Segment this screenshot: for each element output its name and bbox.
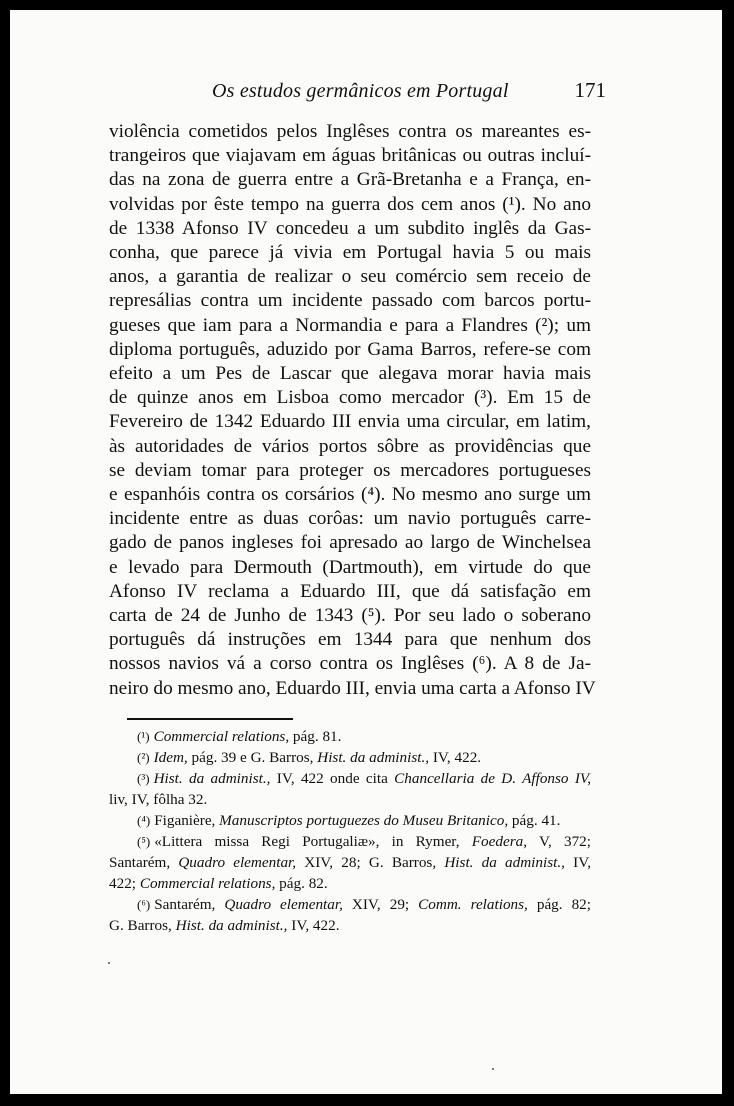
footnote-text: Commercial relations, (153, 728, 290, 745)
body-line: neiro do mesmo ano, Eduardo III, envia uma carta a Afonso IV (109, 677, 596, 699)
footnote-text: Foedera, (471, 833, 528, 850)
footnote-text: G. Barros, (109, 917, 176, 934)
body-line: represálias contra um incidente passado com barcos portu- (109, 290, 591, 312)
footnote-text: Hist. da administ., (175, 917, 288, 934)
body-line: e espanhóis contra os corsários (⁴). No mesmo ano surge um (109, 484, 591, 506)
footnote-text: Figanière, (154, 812, 220, 829)
footnote-text: Quadro elementar, (224, 896, 343, 913)
running-title: Os estudos germânicos em Portugal (212, 80, 509, 102)
footnote-line (109, 789, 591, 810)
paper-speck (108, 962, 110, 964)
footnote-text: IV, 422 onde cita (270, 770, 395, 787)
footnote-text: IV, 422. (429, 749, 482, 766)
body-line: conha, que parece já vivia em Portugal havia 5 ou mais (109, 242, 591, 264)
footnote-text: Chancellaria de D. Affonso IV, (394, 770, 592, 787)
body-line: de quinze anos em Lisboa como mercador (³). Em 15 de (109, 387, 591, 409)
footnote-text: Santarém, (109, 854, 179, 871)
footnote-line (109, 810, 591, 831)
footnote-text: pág. 82. (275, 875, 328, 892)
body-line: nossos navios vá a corso contra os Inglêses (⁶). A 8 de Ja- (109, 653, 591, 675)
body-line: gueses que iam para a Normandia e para a Flandres (²); um (109, 314, 591, 336)
body-line: efeito a um Pes de Lascar que alegava morar havia mais (109, 363, 591, 385)
footnote-text: 422; (109, 875, 140, 892)
footnote-text: Santarém, (154, 896, 225, 913)
body-line: volvidas por êste tempo na guerra dos cem anos (¹). No ano (109, 193, 591, 215)
footnote-text: Comm. relations, (418, 896, 528, 913)
body-line: Afonso IV reclama a Eduardo III, que dá satisfação em (109, 580, 591, 602)
body-line: diploma português, aduzido por Gama Barros, refere-se com (109, 338, 591, 360)
footnote-text: Hist. da administ., (153, 770, 271, 787)
footnote-text: Commercial relations, (139, 875, 276, 892)
body-line: e levado para Dermouth (Dartmouth), em virtude do que (109, 556, 591, 578)
body-line: Fevereiro de 1342 Eduardo III envia uma circular, em latim, (109, 411, 591, 433)
footnote-line (109, 894, 591, 915)
book-page (8, 8, 724, 1096)
body-line: às autoridades de vários portos sôbre as providências que (109, 435, 591, 457)
footnote-line (109, 768, 591, 789)
footnote-text: pág. 82; (527, 896, 591, 913)
footnote-line (109, 915, 591, 936)
footnote-text: Hist. da administ., (444, 854, 565, 871)
footnote-line (109, 831, 591, 852)
footnote-line (109, 852, 591, 873)
footnote-text: pág. 39 e G. Barros, (187, 749, 318, 766)
body-line: gado de panos ingleses foi apresado ao largo de Winchelsea (109, 532, 591, 554)
footnote-text: Hist. da administ., (317, 749, 430, 766)
footnote-number: (⁵) (137, 834, 151, 849)
footnote-number: (⁴) (137, 813, 151, 828)
footnote-line (109, 747, 591, 768)
page-header (106, 76, 606, 106)
body-line: carta de 24 de Junho de 1343 (⁵). Por seu lado o soberano (109, 605, 591, 627)
footnote-text: V, 372; (527, 833, 591, 850)
page-number: 171 (574, 78, 606, 102)
footnote-number: (²) (137, 750, 150, 765)
body-paragraph (109, 120, 596, 701)
footnote-number: (¹) (137, 729, 150, 744)
footnote-text: IV, 422. (287, 917, 340, 934)
body-line: violência cometidos pelos Inglêses contra os mareantes es- (109, 121, 591, 142)
footnote-text: pág. 81. (289, 728, 342, 745)
footnote-text: XIV, 29; (342, 896, 419, 913)
body-line: se deviam tomar para proteger os mercadores portugueses (109, 459, 591, 481)
body-line: de 1338 Afonso IV concedeu a um subdito inglês da Gas- (109, 217, 591, 239)
footnote-line (109, 726, 591, 747)
footnote-line (109, 873, 591, 894)
footnote-text: Quadro elementar, (178, 854, 297, 871)
footnote-text: pág. 41. (508, 812, 561, 829)
footnote-text: XIV, 28; G. Barros, (296, 854, 445, 871)
footnote-number: (³) (137, 771, 150, 786)
body-line: das na zona de guerra entre a Grã-Bretanha e a França, en- (109, 169, 591, 191)
footnote-text: Idem, (153, 749, 188, 766)
footnote-separator (127, 718, 293, 720)
footnote-number: (⁶) (137, 897, 151, 912)
footnote-text: Manuscriptos portuguezes do Museu Britanico, (219, 812, 509, 829)
footnote-text: «Littera missa Regi Portugaliæ», in Rymer, (154, 833, 472, 850)
paper-speck (492, 1068, 494, 1070)
body-line: incidente entre as duas corôas: um navio português carre- (109, 508, 591, 530)
footnotes (109, 726, 591, 936)
footnote-text: liv, IV, fôlha 32. (109, 791, 208, 808)
body-line: anos, a garantia de realizar o seu comércio sem receio de (109, 266, 591, 288)
footnote-text: IV, (564, 854, 592, 871)
body-line: português dá instruções em 1344 para que nenhum dos (109, 629, 591, 651)
body-line: trangeiros que viajavam em águas britânicas ou outras incluí- (109, 145, 591, 167)
